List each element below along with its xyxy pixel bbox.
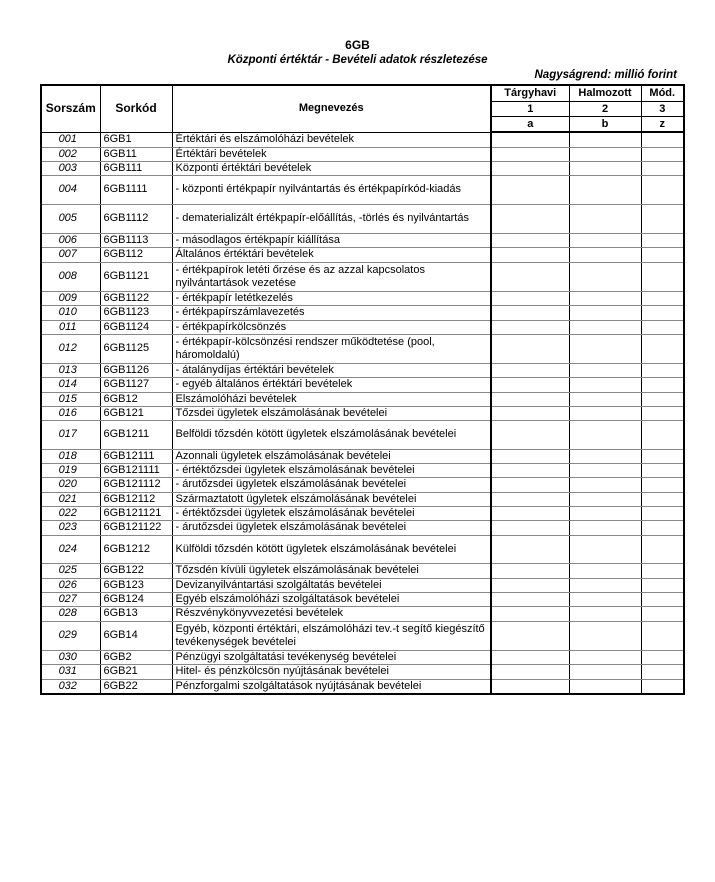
cell-mod[interactable]	[641, 563, 684, 578]
row-name: Származtatott ügyletek elszámolásának bevételei	[172, 492, 491, 506]
row-number: 015	[41, 392, 100, 406]
cell-halmozott[interactable]	[569, 621, 641, 650]
row-code: 6GB1123	[100, 305, 172, 320]
header-sorszam: Sorszám	[41, 85, 100, 132]
row-name: Értéktári bevételek	[172, 147, 491, 161]
cell-targyhavi[interactable]	[491, 563, 569, 578]
row-name: - központi értékpapír nyilvántartás és értékpapírkód-kiadás	[172, 175, 491, 204]
row-code: 6GB1127	[100, 377, 172, 392]
cell-mod[interactable]	[641, 520, 684, 535]
table-row	[41, 463, 684, 477]
cell-targyhavi[interactable]	[491, 204, 569, 233]
row-code: 6GB1122	[100, 291, 172, 305]
row-code: 6GB21	[100, 664, 172, 679]
cell-targyhavi[interactable]	[491, 377, 569, 392]
row-name: - értékpapír-kölcsönzési rendszer működtetése (pool, háromoldalú)	[172, 334, 491, 363]
row-name: - értékpapír letétkezelés	[172, 291, 491, 305]
cell-halmozott[interactable]	[569, 506, 641, 520]
row-name: - értékpapírszámlavezetés	[172, 305, 491, 320]
table-row	[41, 578, 684, 592]
row-code: 6GB124	[100, 592, 172, 606]
cell-targyhavi[interactable]	[491, 406, 569, 420]
header-col-number-2: 2	[569, 102, 641, 117]
cell-halmozott[interactable]	[569, 420, 641, 449]
table-header	[41, 85, 684, 132]
header-col-letter-z: z	[641, 117, 684, 133]
cell-halmozott[interactable]	[569, 334, 641, 363]
cell-halmozott[interactable]	[569, 305, 641, 320]
row-name: Pénzügyi szolgáltatási tevékenység bevételei	[172, 650, 491, 664]
row-code: 6GB12	[100, 392, 172, 406]
cell-halmozott[interactable]	[569, 520, 641, 535]
cell-halmozott[interactable]	[569, 664, 641, 679]
header-mod: Mód.	[641, 85, 684, 102]
cell-mod[interactable]	[641, 621, 684, 650]
cell-halmozott[interactable]	[569, 578, 641, 592]
header-col-number-1: 1	[491, 102, 569, 117]
cell-halmozott[interactable]	[569, 449, 641, 463]
table-row	[41, 291, 684, 305]
data-table	[40, 84, 685, 695]
cell-mod[interactable]	[641, 291, 684, 305]
cell-targyhavi[interactable]	[491, 506, 569, 520]
cell-halmozott[interactable]	[569, 233, 641, 247]
cell-halmozott[interactable]	[569, 535, 641, 563]
table-row	[41, 392, 684, 406]
row-number: 004	[41, 175, 100, 204]
row-code: 6GB13	[100, 606, 172, 621]
cell-targyhavi[interactable]	[491, 175, 569, 204]
row-code: 6GB1126	[100, 363, 172, 377]
table-row	[41, 305, 684, 320]
header-targyhavi: Tárgyhavi	[491, 85, 569, 102]
unit-label: Nagyságrend: millió forint	[534, 69, 677, 81]
table-row	[41, 247, 684, 262]
table-row	[41, 679, 684, 694]
row-name: - árutőzsdei ügyletek elszámolásának bevételei	[172, 520, 491, 535]
cell-halmozott[interactable]	[569, 679, 641, 694]
header-col-letter-a: a	[491, 117, 569, 133]
table-row	[41, 175, 684, 204]
row-number: 003	[41, 161, 100, 175]
cell-mod[interactable]	[641, 679, 684, 694]
row-number: 012	[41, 334, 100, 363]
cell-targyhavi[interactable]	[491, 147, 569, 161]
row-number: 027	[41, 592, 100, 606]
header-col-number-3: 3	[641, 102, 684, 117]
row-name: Egyéb, központi értéktári, elszámolóházi tev.-t segítő kiegészítő tevékenységek bevételei	[172, 621, 491, 650]
cell-halmozott[interactable]	[569, 606, 641, 621]
row-code: 6GB1124	[100, 320, 172, 334]
row-number: 031	[41, 664, 100, 679]
row-code: 6GB1111	[100, 175, 172, 204]
cell-targyhavi[interactable]	[491, 334, 569, 363]
row-code: 6GB1211	[100, 420, 172, 449]
row-name: Pénzforgalmi szolgáltatások nyújtásának bevételei	[172, 679, 491, 694]
cell-mod[interactable]	[641, 363, 684, 377]
header-megnevezes: Megnevezés	[172, 85, 491, 132]
row-number: 026	[41, 578, 100, 592]
table-row	[41, 334, 684, 363]
row-code: 6GB121	[100, 406, 172, 420]
row-name: Központi értéktári bevételek	[172, 161, 491, 175]
row-name: - dematerializált értékpapír-előállítás, -törlés és nyilvántartás	[172, 204, 491, 233]
cell-targyhavi[interactable]	[491, 420, 569, 449]
row-code: 6GB11	[100, 147, 172, 161]
row-code: 6GB121112	[100, 477, 172, 492]
table-row	[41, 420, 684, 449]
cell-halmozott[interactable]	[569, 204, 641, 233]
row-number: 009	[41, 291, 100, 305]
row-number: 001	[41, 132, 100, 147]
row-code: 6GB12111	[100, 449, 172, 463]
row-name: - másodlagos értékpapír kiállítása	[172, 233, 491, 247]
header-col-letter-b: b	[569, 117, 641, 133]
row-name: - értékpapírok letéti őrzése és az azzal kapcsolatos nyilvántartások vezetése	[172, 262, 491, 291]
cell-halmozott[interactable]	[569, 363, 641, 377]
cell-mod[interactable]	[641, 420, 684, 449]
cell-halmozott[interactable]	[569, 477, 641, 492]
cell-targyhavi[interactable]	[491, 664, 569, 679]
cell-targyhavi[interactable]	[491, 535, 569, 563]
row-code: 6GB2	[100, 650, 172, 664]
cell-targyhavi[interactable]	[491, 132, 569, 147]
cell-halmozott[interactable]	[569, 563, 641, 578]
cell-mod[interactable]	[641, 392, 684, 406]
cell-mod[interactable]	[641, 592, 684, 606]
table-row	[41, 621, 684, 650]
row-number: 022	[41, 506, 100, 520]
row-number: 020	[41, 477, 100, 492]
cell-mod[interactable]	[641, 578, 684, 592]
cell-mod[interactable]	[641, 406, 684, 420]
row-number: 025	[41, 563, 100, 578]
table-row	[41, 592, 684, 606]
row-number: 008	[41, 262, 100, 291]
table-row	[41, 492, 684, 506]
row-name: - árutőzsdei ügyletek elszámolásának bevételei	[172, 477, 491, 492]
cell-mod[interactable]	[641, 377, 684, 392]
cell-mod[interactable]	[641, 463, 684, 477]
row-name: - értékpapírkölcsönzés	[172, 320, 491, 334]
row-number: 024	[41, 535, 100, 563]
table-row	[41, 449, 684, 463]
cell-targyhavi[interactable]	[491, 449, 569, 463]
row-name: Hitel- és pénzkölcsön nyújtásának bevételei	[172, 664, 491, 679]
cell-halmozott[interactable]	[569, 147, 641, 161]
cell-mod[interactable]	[641, 147, 684, 161]
cell-targyhavi[interactable]	[491, 291, 569, 305]
cell-targyhavi[interactable]	[491, 305, 569, 320]
row-number: 019	[41, 463, 100, 477]
row-number: 021	[41, 492, 100, 506]
row-number: 032	[41, 679, 100, 694]
cell-targyhavi[interactable]	[491, 679, 569, 694]
header-sorkod: Sorkód	[100, 85, 172, 132]
table-row	[41, 406, 684, 420]
cell-mod[interactable]	[641, 606, 684, 621]
cell-halmozott[interactable]	[569, 161, 641, 175]
cell-targyhavi[interactable]	[491, 606, 569, 621]
cell-halmozott[interactable]	[569, 392, 641, 406]
row-name: Devizanyilvántartási szolgáltatás bevételei	[172, 578, 491, 592]
header-halmozott: Halmozott	[569, 85, 641, 102]
cell-mod[interactable]	[641, 233, 684, 247]
row-name: Azonnali ügyletek elszámolásának bevételei	[172, 449, 491, 463]
table-row	[41, 563, 684, 578]
cell-halmozott[interactable]	[569, 262, 641, 291]
cell-targyhavi[interactable]	[491, 262, 569, 291]
cell-targyhavi[interactable]	[491, 578, 569, 592]
cell-targyhavi[interactable]	[491, 520, 569, 535]
table-row	[41, 363, 684, 377]
table-row	[41, 520, 684, 535]
row-number: 028	[41, 606, 100, 621]
row-number: 013	[41, 363, 100, 377]
row-code: 6GB1112	[100, 204, 172, 233]
cell-mod[interactable]	[641, 334, 684, 363]
cell-targyhavi[interactable]	[491, 621, 569, 650]
row-name: Tőzsdén kívüli ügyletek elszámolásának bevételei	[172, 563, 491, 578]
row-name: - egyéb általános értéktári bevételek	[172, 377, 491, 392]
cell-mod[interactable]	[641, 247, 684, 262]
cell-mod[interactable]	[641, 305, 684, 320]
row-name: - átalánydíjas értéktári bevételek	[172, 363, 491, 377]
row-code: 6GB12112	[100, 492, 172, 506]
cell-mod[interactable]	[641, 650, 684, 664]
row-code: 6GB14	[100, 621, 172, 650]
cell-mod[interactable]	[641, 492, 684, 506]
row-code: 6GB1121	[100, 262, 172, 291]
cell-targyhavi[interactable]	[491, 363, 569, 377]
table-row	[41, 262, 684, 291]
cell-mod[interactable]	[641, 506, 684, 520]
row-number: 006	[41, 233, 100, 247]
table-row	[41, 535, 684, 563]
cell-mod[interactable]	[641, 664, 684, 679]
table-row	[41, 377, 684, 392]
cell-halmozott[interactable]	[569, 377, 641, 392]
table-row	[41, 506, 684, 520]
cell-targyhavi[interactable]	[491, 492, 569, 506]
row-number: 018	[41, 449, 100, 463]
cell-targyhavi[interactable]	[491, 392, 569, 406]
row-number: 017	[41, 420, 100, 449]
cell-halmozott[interactable]	[569, 463, 641, 477]
row-code: 6GB123	[100, 578, 172, 592]
table-row	[41, 132, 684, 147]
row-number: 011	[41, 320, 100, 334]
table-row	[41, 161, 684, 175]
row-name: Részvénykönyvvezetési bevételek	[172, 606, 491, 621]
row-name: Elszámolóházi bevételek	[172, 392, 491, 406]
row-number: 030	[41, 650, 100, 664]
table-row	[41, 650, 684, 664]
cell-halmozott[interactable]	[569, 132, 641, 147]
cell-mod[interactable]	[641, 204, 684, 233]
cell-mod[interactable]	[641, 449, 684, 463]
table-row	[41, 147, 684, 161]
row-number: 007	[41, 247, 100, 262]
table-body	[41, 132, 684, 694]
form-code: 6GB	[345, 38, 370, 52]
cell-halmozott[interactable]	[569, 320, 641, 334]
table-row	[41, 233, 684, 247]
cell-targyhavi[interactable]	[491, 650, 569, 664]
cell-mod[interactable]	[641, 262, 684, 291]
row-code: 6GB111	[100, 161, 172, 175]
cell-targyhavi[interactable]	[491, 247, 569, 262]
cell-halmozott[interactable]	[569, 175, 641, 204]
row-name: Külföldi tőzsdén kötött ügyletek elszámolásának bevételei	[172, 535, 491, 563]
table-row	[41, 664, 684, 679]
cell-halmozott[interactable]	[569, 406, 641, 420]
table-row	[41, 606, 684, 621]
row-name: Általános értéktári bevételek	[172, 247, 491, 262]
row-number: 023	[41, 520, 100, 535]
table-row	[41, 477, 684, 492]
row-name: - értéktőzsdei ügyletek elszámolásának bevételei	[172, 463, 491, 477]
cell-targyhavi[interactable]	[491, 320, 569, 334]
row-code: 6GB121111	[100, 463, 172, 477]
cell-targyhavi[interactable]	[491, 161, 569, 175]
cell-targyhavi[interactable]	[491, 592, 569, 606]
row-name: Értéktári és elszámolóházi bevételek	[172, 132, 491, 147]
row-name: Egyéb elszámolóházi szolgáltatások bevételei	[172, 592, 491, 606]
row-code: 6GB122	[100, 563, 172, 578]
form-subtitle: Központi értéktár - Bevételi adatok részletezése	[227, 54, 488, 66]
cell-halmozott[interactable]	[569, 291, 641, 305]
row-code: 6GB121122	[100, 520, 172, 535]
row-name: Tőzsdei ügyletek elszámolásának bevételei	[172, 406, 491, 420]
cell-mod[interactable]	[641, 161, 684, 175]
row-code: 6GB1113	[100, 233, 172, 247]
cell-targyhavi[interactable]	[491, 463, 569, 477]
row-number: 014	[41, 377, 100, 392]
row-code: 6GB22	[100, 679, 172, 694]
cell-targyhavi[interactable]	[491, 233, 569, 247]
row-number: 002	[41, 147, 100, 161]
row-code: 6GB1212	[100, 535, 172, 563]
row-number: 029	[41, 621, 100, 650]
cell-targyhavi[interactable]	[491, 477, 569, 492]
row-code: 6GB1125	[100, 334, 172, 363]
cell-mod[interactable]	[641, 477, 684, 492]
cell-mod[interactable]	[641, 132, 684, 147]
row-code: 6GB112	[100, 247, 172, 262]
row-name: - értéktőzsdei ügyletek elszámolásának bevételei	[172, 506, 491, 520]
cell-halmozott[interactable]	[569, 492, 641, 506]
cell-mod[interactable]	[641, 320, 684, 334]
table-row	[41, 320, 684, 334]
cell-halmozott[interactable]	[569, 247, 641, 262]
row-number: 010	[41, 305, 100, 320]
cell-halmozott[interactable]	[569, 592, 641, 606]
cell-mod[interactable]	[641, 535, 684, 563]
cell-mod[interactable]	[641, 175, 684, 204]
row-code: 6GB1	[100, 132, 172, 147]
table-row	[41, 204, 684, 233]
row-name: Belföldi tőzsdén kötött ügyletek elszámolásának bevételei	[172, 420, 491, 449]
row-code: 6GB121121	[100, 506, 172, 520]
cell-halmozott[interactable]	[569, 650, 641, 664]
row-number: 016	[41, 406, 100, 420]
row-number: 005	[41, 204, 100, 233]
